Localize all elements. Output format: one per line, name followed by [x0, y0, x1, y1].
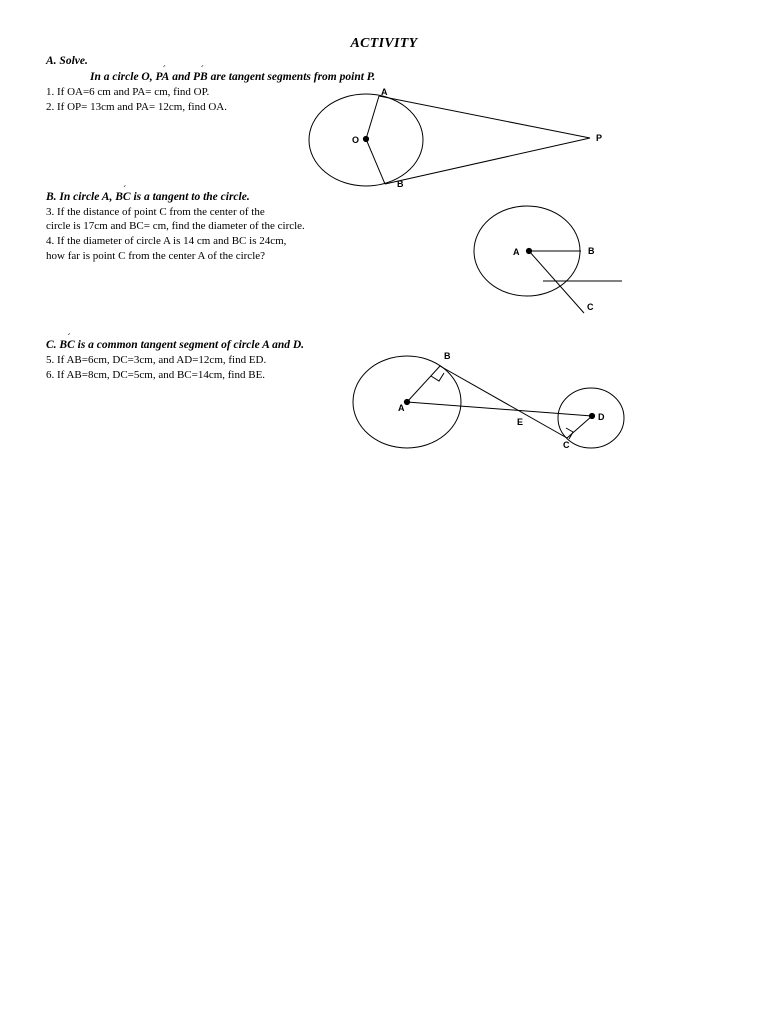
- label-a-fig-c: A: [398, 403, 405, 413]
- label-o: O: [352, 135, 360, 145]
- problem-4-line-1: 4. If the diameter of circle A is 14 cm and BC is 24cm,: [46, 235, 287, 247]
- radius-ab-fig-c: [407, 366, 440, 402]
- problem-3-line-2: circle is 17cm and BC= cm, find the diameter of the circle.: [46, 220, 305, 232]
- radius-ob: [366, 139, 385, 184]
- center-d-dot: [589, 413, 594, 418]
- label-b-fig-c: B: [444, 351, 451, 361]
- segment-ad: [407, 402, 592, 416]
- problem-5: 5. If AB=6cm, DC=3cm, and AD=12cm, find ED.: [46, 354, 267, 366]
- section-a-heading: A. Solve.: [46, 55, 88, 67]
- segment-bc-c: ´ BC: [59, 339, 74, 351]
- center-o-dot: [363, 136, 368, 141]
- section-b-heading-suffix: is a tangent to the circle.: [130, 191, 250, 203]
- section-a-sub-mid: and: [169, 71, 193, 83]
- tangent-pb: [385, 138, 590, 184]
- label-c-fig-b: C: [587, 302, 594, 312]
- segment-bc-b: ´ BC: [115, 191, 130, 203]
- page-title: ACTIVITY: [350, 36, 418, 51]
- label-e: E: [517, 417, 524, 427]
- problem-3-line-1: 3. If the distance of point C from the center of the: [46, 206, 265, 218]
- section-a-sub-suffix: are tangent segments from point P.: [207, 71, 376, 83]
- problem-1: 1. If OA=6 cm and PA= cm, find OP.: [46, 86, 210, 98]
- label-a-fig-b: A: [513, 247, 520, 257]
- label-b-fig-b: B: [588, 246, 595, 256]
- center-a-dot-fig-c: [404, 399, 409, 404]
- section-c-heading-suffix: is a common tangent segment of circle A and D.: [74, 339, 305, 351]
- segment-pa: ´ PA: [155, 71, 169, 83]
- section-c-heading-prefix: C.: [46, 339, 60, 351]
- radius-dc: [567, 416, 592, 438]
- label-c-fig-c: C: [563, 440, 570, 450]
- figure-c: [353, 356, 624, 448]
- figure-b: [474, 206, 622, 313]
- label-b-fig-a: B: [397, 179, 404, 189]
- label-d: D: [598, 412, 605, 422]
- section-a-sub-prefix: In a circle O,: [90, 71, 156, 83]
- label-p: P: [596, 133, 603, 143]
- section-b-heading-prefix: B. In circle A,: [46, 191, 116, 203]
- problem-4-line-2: how far is point C from the center A of the circle?: [46, 250, 266, 262]
- problem-2: 2. If OP= 13cm and PA= 12cm, find OA.: [46, 101, 227, 113]
- tangent-bc: [440, 366, 567, 438]
- problem-6: 6. If AB=8cm, DC=5cm, and BC=14cm, find BE.: [46, 369, 266, 381]
- radius-oa: [366, 96, 379, 139]
- tangent-pa: [379, 96, 590, 138]
- label-a-fig-a: A: [381, 87, 388, 97]
- segment-pb: ´ PB: [193, 71, 208, 83]
- center-a-dot-fig-b: [526, 248, 531, 253]
- segment-ac: [529, 251, 584, 313]
